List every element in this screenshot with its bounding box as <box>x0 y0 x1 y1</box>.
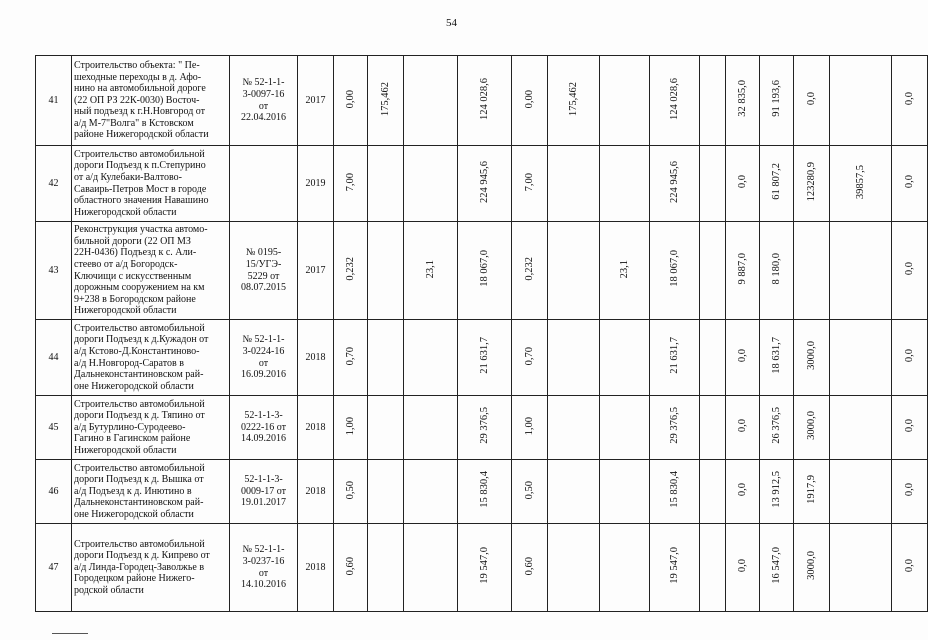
expertise-document <box>230 146 298 222</box>
value-text: 0,0 <box>903 483 915 497</box>
row-number: 42 <box>36 146 72 222</box>
value-text: 123280,9 <box>805 162 817 202</box>
expertise-document: № 52-1-1- 3-0097-16 от 22.04.2016 <box>230 56 298 146</box>
value-cell <box>650 56 700 146</box>
value-text: 7,00 <box>523 172 535 191</box>
table-row <box>36 460 928 524</box>
value-cell <box>600 460 650 524</box>
value-text: 0,0 <box>903 175 915 189</box>
value-text: 0,50 <box>344 480 356 499</box>
value-cell <box>700 320 726 396</box>
value-cell <box>368 222 404 320</box>
value-text: 0,0 <box>903 419 915 433</box>
value-cell <box>892 222 928 320</box>
value-cell <box>726 320 760 396</box>
value-text: 0,60 <box>523 556 535 575</box>
value-cell <box>368 396 404 460</box>
value-text: 0,0 <box>903 349 915 363</box>
value-text: 15 830,4 <box>668 471 680 509</box>
value-cell <box>458 56 512 146</box>
value-text: 61 807,2 <box>770 163 782 201</box>
value-text: 0,0 <box>736 559 748 573</box>
value-cell <box>334 524 368 612</box>
value-text: 0,70 <box>523 346 535 365</box>
value-text: 0,0 <box>903 262 915 276</box>
value-cell <box>892 56 928 146</box>
year-cell: 2018 <box>298 396 334 460</box>
year-cell: 2017 <box>298 56 334 146</box>
value-cell <box>794 524 830 612</box>
row-number: 44 <box>36 320 72 396</box>
value-text: 8 180,0 <box>770 252 782 285</box>
value-text: 0,0 <box>903 559 915 573</box>
value-text: 18 631,7 <box>770 337 782 375</box>
value-text: 29 376,5 <box>478 407 490 445</box>
value-cell <box>830 222 892 320</box>
value-cell <box>404 524 458 612</box>
value-cell <box>650 524 700 612</box>
value-cell <box>830 56 892 146</box>
value-text: 23,1 <box>618 259 630 278</box>
value-cell <box>600 320 650 396</box>
value-cell <box>548 320 600 396</box>
value-cell <box>726 56 760 146</box>
object-description: Строительство автомобильной дороги Подъезд к д.Кужадон от а/д Кстово-Д.Константиново- а/д Н.Новгород-Саратов в Дальнеконстантиновском рай- оне Нижегородской области <box>72 320 230 396</box>
value-cell <box>512 460 548 524</box>
value-cell <box>892 524 928 612</box>
value-cell <box>650 396 700 460</box>
value-cell <box>458 396 512 460</box>
value-cell <box>512 396 548 460</box>
value-text: 0,00 <box>344 89 356 108</box>
object-description: Строительство автомобильной дороги Подъезд к д. Кипрево от а/д Линда-Городец-Заволжье в Городецком районе Нижего- родской области <box>72 524 230 612</box>
value-cell <box>650 222 700 320</box>
year-cell: 2017 <box>298 222 334 320</box>
page-number: 54 <box>446 17 457 29</box>
value-cell <box>334 56 368 146</box>
value-text: 16 547,0 <box>770 547 782 585</box>
value-text: 29 376,5 <box>668 407 680 445</box>
value-text: 0,0 <box>903 92 915 106</box>
value-cell <box>892 146 928 222</box>
value-cell <box>600 524 650 612</box>
value-cell <box>760 524 794 612</box>
value-cell <box>368 320 404 396</box>
value-cell <box>600 222 650 320</box>
value-text: 19 547,0 <box>478 547 490 585</box>
value-cell <box>334 396 368 460</box>
value-cell <box>760 56 794 146</box>
value-cell <box>512 222 548 320</box>
value-cell <box>548 146 600 222</box>
value-cell <box>794 460 830 524</box>
table-row <box>36 320 928 396</box>
value-text: 91 193,6 <box>770 80 782 118</box>
value-text: 0,232 <box>523 256 535 281</box>
value-text: 224 945,6 <box>478 160 490 203</box>
value-text: 224 945,6 <box>668 160 680 203</box>
value-cell <box>830 320 892 396</box>
value-text: 0,0 <box>736 419 748 433</box>
row-number: 47 <box>36 524 72 612</box>
value-cell <box>830 524 892 612</box>
value-cell <box>548 56 600 146</box>
value-text: 39857,5 <box>854 164 866 199</box>
value-cell <box>458 460 512 524</box>
table-row <box>36 524 928 612</box>
value-cell <box>458 320 512 396</box>
value-text: 19 547,0 <box>668 547 680 585</box>
value-cell <box>458 524 512 612</box>
value-cell <box>404 56 458 146</box>
value-text: 0,0 <box>736 175 748 189</box>
value-cell <box>760 222 794 320</box>
value-text: 13 912,5 <box>770 471 782 509</box>
value-cell <box>368 524 404 612</box>
value-text: 175,462 <box>567 81 579 116</box>
value-cell <box>404 460 458 524</box>
value-cell <box>404 146 458 222</box>
year-cell: 2018 <box>298 320 334 396</box>
row-number: 46 <box>36 460 72 524</box>
object-description: Строительство автомобильной дороги Подъезд к п.Степурино от а/д Кулебаки-Валтово- Саваирь-Петров Мост в городе областного значения Навашино Нижегородской области <box>72 146 230 222</box>
value-cell <box>892 320 928 396</box>
value-cell <box>760 146 794 222</box>
value-cell <box>600 396 650 460</box>
year-cell: 2019 <box>298 146 334 222</box>
value-cell <box>726 524 760 612</box>
row-number: 41 <box>36 56 72 146</box>
value-text: 0,0 <box>736 483 748 497</box>
expertise-document: 52-1-1-3- 0009-17 от 19.01.2017 <box>230 460 298 524</box>
object-description: Строительство автомобильной дороги Подъезд к д. Вышка от а/д Подъезд к д. Инютино в Дальнеконстантиновском рай- оне Нижегородской области <box>72 460 230 524</box>
table-body <box>36 56 928 612</box>
value-cell <box>726 460 760 524</box>
value-cell <box>700 396 726 460</box>
value-cell <box>700 56 726 146</box>
value-text: 1,00 <box>344 416 356 435</box>
value-cell <box>512 56 548 146</box>
expertise-document: № 52-1-1- 3-0224-16 от 16.09.2016 <box>230 320 298 396</box>
value-cell <box>760 320 794 396</box>
value-text: 18 067,0 <box>478 250 490 288</box>
value-text: 21 631,7 <box>668 337 680 375</box>
value-cell <box>600 56 650 146</box>
value-cell <box>600 146 650 222</box>
value-cell <box>512 320 548 396</box>
value-text: 0,60 <box>344 556 356 575</box>
value-cell <box>726 146 760 222</box>
value-cell <box>650 460 700 524</box>
expertise-document: № 0195- 15/УГЭ- 5229 от 08.07.2015 <box>230 222 298 320</box>
value-cell <box>794 222 830 320</box>
value-text: 15 830,4 <box>478 471 490 509</box>
value-text: 124 028,6 <box>668 77 680 120</box>
object-description: Строительство автомобильной дороги Подъезд к д. Тяпино от а/д Бутурлино-Суродеево- Гагино в Гагинском районе Нижегородской области <box>72 396 230 460</box>
value-text: 26 376,5 <box>770 407 782 445</box>
value-cell <box>404 320 458 396</box>
year-cell: 2018 <box>298 524 334 612</box>
value-text: 175,462 <box>379 81 391 116</box>
value-cell <box>512 524 548 612</box>
object-description: Реконструкция участка автомо- бильной дороги (22 ОП МЗ 22Н-0436) Подъезд к с. Али- стеево от а/д Богородск- Ключищи с искусственным дорожным сооружением на км 9+238 в Богородском районе Нижегородской области <box>72 222 230 320</box>
expertise-document: № 52-1-1- 3-0237-16 от 14.10.2016 <box>230 524 298 612</box>
table-row <box>36 222 928 320</box>
value-cell <box>726 222 760 320</box>
footer-line <box>52 633 88 634</box>
value-cell <box>760 460 794 524</box>
object-description: Строительство объекта: " Пе- шеходные переходы в д. Афо- нино на автомобильной дороге (22 ОП РЗ 22К-0030) Восточ- ный подъезд к г.Н.Новгород от а/д М-7"Волга" в Кстовском районе Нижегородской области <box>72 56 230 146</box>
value-text: 32 835,0 <box>736 80 748 118</box>
value-cell <box>830 460 892 524</box>
row-number: 43 <box>36 222 72 320</box>
value-text: 1917,9 <box>805 475 817 505</box>
value-text: 0,0 <box>736 349 748 363</box>
value-text: 0,70 <box>344 346 356 365</box>
value-cell <box>830 146 892 222</box>
value-cell <box>700 524 726 612</box>
value-cell <box>458 146 512 222</box>
value-text: 23,1 <box>424 259 436 278</box>
value-text: 3000,0 <box>805 551 817 581</box>
value-cell <box>334 146 368 222</box>
value-text: 0,232 <box>344 256 356 281</box>
value-cell <box>700 222 726 320</box>
value-cell <box>368 56 404 146</box>
value-cell <box>548 460 600 524</box>
value-cell <box>794 396 830 460</box>
year-cell: 2018 <box>298 460 334 524</box>
table-row <box>36 396 928 460</box>
value-text: 3000,0 <box>805 341 817 371</box>
value-cell <box>650 146 700 222</box>
table-row <box>36 146 928 222</box>
value-cell <box>760 396 794 460</box>
value-cell <box>334 320 368 396</box>
value-cell <box>458 222 512 320</box>
value-cell <box>830 396 892 460</box>
value-text: 124 028,6 <box>478 77 490 120</box>
row-number: 45 <box>36 396 72 460</box>
value-text: 18 067,0 <box>668 250 680 288</box>
objects-table <box>35 55 928 612</box>
value-cell <box>404 396 458 460</box>
value-cell <box>794 146 830 222</box>
value-text: 1,00 <box>523 416 535 435</box>
value-cell <box>700 460 726 524</box>
value-cell <box>892 396 928 460</box>
value-cell <box>404 222 458 320</box>
expertise-document: 52-1-1-3- 0222-16 от 14.09.2016 <box>230 396 298 460</box>
value-cell <box>650 320 700 396</box>
value-cell <box>892 460 928 524</box>
value-cell <box>368 460 404 524</box>
value-cell <box>794 56 830 146</box>
table-row <box>36 56 928 146</box>
value-text: 21 631,7 <box>478 337 490 375</box>
value-text: 9 887,0 <box>736 252 748 285</box>
value-cell <box>794 320 830 396</box>
value-cell <box>548 222 600 320</box>
value-cell <box>548 524 600 612</box>
value-cell <box>334 222 368 320</box>
value-text: 0,0 <box>805 92 817 106</box>
value-cell <box>700 146 726 222</box>
value-cell <box>726 396 760 460</box>
value-cell <box>512 146 548 222</box>
value-text: 0,00 <box>523 89 535 108</box>
value-text: 3000,0 <box>805 411 817 441</box>
value-cell <box>548 396 600 460</box>
value-text: 0,50 <box>523 480 535 499</box>
value-text: 7,00 <box>344 172 356 191</box>
value-cell <box>334 460 368 524</box>
value-cell <box>368 146 404 222</box>
